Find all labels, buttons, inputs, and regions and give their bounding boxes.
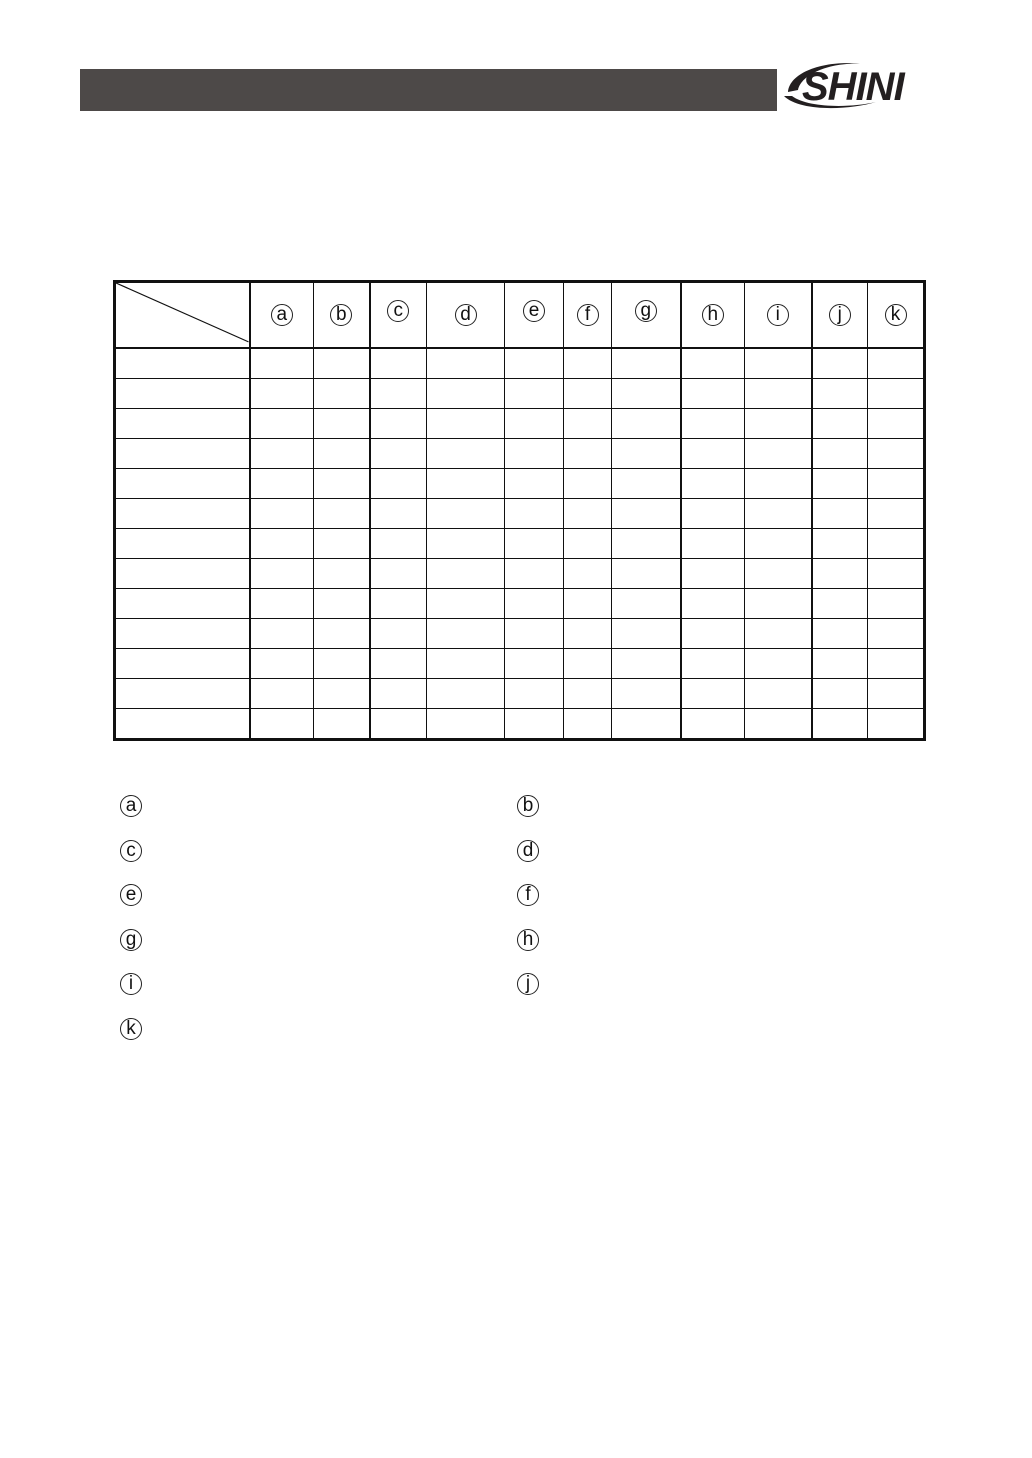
table-cell	[314, 348, 370, 379]
table-cell	[681, 709, 745, 740]
table-cell	[745, 409, 812, 439]
table-cell	[370, 439, 427, 469]
table-cell	[868, 649, 925, 679]
table-cell	[115, 499, 250, 529]
table-cell	[250, 649, 314, 679]
column-header-j	[812, 282, 868, 349]
table-row	[115, 379, 925, 409]
table-cell	[564, 589, 612, 619]
table-cell	[427, 649, 505, 679]
table-cell	[612, 348, 681, 379]
table-cell	[812, 619, 868, 649]
table-cell	[812, 649, 868, 679]
legend-item-b	[517, 795, 553, 817]
table-cell	[868, 499, 925, 529]
table-cell	[745, 439, 812, 469]
shini-logo	[780, 52, 950, 116]
table-cell	[250, 529, 314, 559]
table-cell	[427, 559, 505, 589]
column-header-f	[564, 282, 612, 349]
table-cell	[505, 529, 564, 559]
table-cell	[505, 409, 564, 439]
table-cell	[612, 469, 681, 499]
table-cell	[564, 409, 612, 439]
legend-key-k: k	[120, 1018, 142, 1040]
table-cell	[314, 679, 370, 709]
table-cell	[745, 348, 812, 379]
table-row	[115, 709, 925, 740]
table-row	[115, 499, 925, 529]
table-cell	[564, 499, 612, 529]
circled-letter-k: k	[885, 304, 907, 326]
table-cell	[612, 499, 681, 529]
table-cell	[115, 348, 250, 379]
table-cell	[868, 409, 925, 439]
column-header-a	[250, 282, 314, 349]
legend-key-e: e	[120, 884, 142, 906]
table-cell	[314, 589, 370, 619]
legend-item-f	[517, 884, 553, 906]
table-cell	[370, 619, 427, 649]
table-cell	[812, 439, 868, 469]
data-table	[113, 280, 926, 741]
table-cell	[370, 409, 427, 439]
table-cell	[250, 619, 314, 649]
table-corner-cell	[115, 282, 250, 349]
table-cell	[115, 559, 250, 589]
table-cell	[812, 709, 868, 740]
table-cell	[612, 619, 681, 649]
table-cell	[812, 589, 868, 619]
table-cell	[115, 619, 250, 649]
table-cell	[427, 348, 505, 379]
table-cell	[250, 499, 314, 529]
logo-wordmark: SHINI	[802, 65, 904, 109]
table-cell	[250, 469, 314, 499]
table-cell	[250, 589, 314, 619]
legend-item-d	[517, 840, 553, 862]
table-cell	[812, 559, 868, 589]
legend-item-e	[120, 884, 156, 906]
table-cell	[505, 589, 564, 619]
table-cell	[505, 679, 564, 709]
table-cell	[564, 439, 612, 469]
table-cell	[250, 439, 314, 469]
legend-key-f: f	[517, 884, 539, 906]
table-row	[115, 559, 925, 589]
table-cell	[681, 379, 745, 409]
legend-item-i	[120, 973, 156, 995]
table-cell	[812, 529, 868, 559]
table-cell	[681, 679, 745, 709]
circled-letter-e: e	[523, 300, 545, 322]
table-cell	[314, 649, 370, 679]
table-cell	[115, 589, 250, 619]
table-cell	[370, 499, 427, 529]
table-cell	[370, 559, 427, 589]
table-row	[115, 409, 925, 439]
table-cell	[812, 679, 868, 709]
table-cell	[505, 379, 564, 409]
table-cell	[868, 439, 925, 469]
circled-letter-a: a	[271, 304, 293, 326]
table-row	[115, 439, 925, 469]
table-cell	[745, 469, 812, 499]
table-cell	[681, 559, 745, 589]
table-cell	[370, 649, 427, 679]
table-cell	[370, 709, 427, 740]
table-cell	[505, 619, 564, 649]
table-cell	[115, 439, 250, 469]
table-cell	[745, 589, 812, 619]
legend-key-j: j	[517, 973, 539, 995]
column-header-i	[745, 282, 812, 349]
table-cell	[427, 589, 505, 619]
table-cell	[812, 469, 868, 499]
table-cell	[427, 469, 505, 499]
table-row	[115, 348, 925, 379]
table-cell	[427, 679, 505, 709]
table-cell	[505, 709, 564, 740]
table-cell	[427, 709, 505, 740]
circled-letter-j: j	[829, 304, 851, 326]
table-cell	[564, 709, 612, 740]
circled-letter-b: b	[330, 304, 352, 326]
table-cell	[612, 529, 681, 559]
table-cell	[314, 439, 370, 469]
table-cell	[115, 679, 250, 709]
circled-letter-d: d	[455, 304, 477, 326]
table-cell	[745, 529, 812, 559]
table-cell	[370, 348, 427, 379]
table-cell	[745, 499, 812, 529]
legend-key-h: h	[517, 929, 539, 951]
table-cell	[612, 709, 681, 740]
legend-item-k	[120, 1018, 156, 1040]
table-cell	[505, 469, 564, 499]
table-cell	[370, 679, 427, 709]
table-cell	[812, 499, 868, 529]
table-cell	[505, 348, 564, 379]
table-cell	[564, 379, 612, 409]
table-cell	[115, 649, 250, 679]
table-cell	[745, 379, 812, 409]
table-cell	[115, 379, 250, 409]
table-cell	[115, 529, 250, 559]
legend-item-a	[120, 795, 156, 817]
legend-key-g: g	[120, 929, 142, 951]
table-cell	[868, 679, 925, 709]
column-header-h	[681, 282, 745, 349]
table-cell	[868, 469, 925, 499]
circled-letter-i: i	[767, 304, 789, 326]
table-cell	[681, 529, 745, 559]
table-cell	[427, 379, 505, 409]
table-cell	[314, 529, 370, 559]
table-cell	[745, 559, 812, 589]
table-cell	[564, 649, 612, 679]
column-header-k	[868, 282, 925, 349]
table-cell	[250, 348, 314, 379]
table-cell	[612, 439, 681, 469]
table-row	[115, 469, 925, 499]
table-cell	[427, 619, 505, 649]
table-row	[115, 589, 925, 619]
table-cell	[564, 348, 612, 379]
table-cell	[612, 379, 681, 409]
table-cell	[868, 619, 925, 649]
legend-key-d: d	[517, 840, 539, 862]
circled-letter-c: c	[387, 300, 409, 322]
table-cell	[115, 709, 250, 740]
table-cell	[314, 709, 370, 740]
table-cell	[745, 649, 812, 679]
table-cell	[505, 499, 564, 529]
legend-item-h	[517, 929, 553, 951]
table-cell	[612, 649, 681, 679]
table-cell	[868, 379, 925, 409]
table-cell	[681, 649, 745, 679]
table-cell	[868, 529, 925, 559]
table-header-row	[115, 282, 925, 349]
table-cell	[505, 559, 564, 589]
table-cell	[612, 679, 681, 709]
table-cell	[681, 439, 745, 469]
column-header-b	[314, 282, 370, 349]
table-cell	[681, 619, 745, 649]
table-cell	[427, 529, 505, 559]
table-row	[115, 529, 925, 559]
circled-letter-g: g	[635, 300, 657, 322]
legend-key-b: b	[517, 795, 539, 817]
legend-item-c	[120, 840, 156, 862]
table-cell	[745, 679, 812, 709]
table-cell	[681, 469, 745, 499]
table-cell	[564, 559, 612, 589]
column-header-c	[370, 282, 427, 349]
table-cell	[314, 409, 370, 439]
table-cell	[812, 409, 868, 439]
table-cell	[564, 619, 612, 649]
table-cell	[612, 559, 681, 589]
table-cell	[812, 379, 868, 409]
table-cell	[427, 439, 505, 469]
table-cell	[250, 409, 314, 439]
table-cell	[314, 619, 370, 649]
table-cell	[370, 529, 427, 559]
table-cell	[868, 709, 925, 740]
table-cell	[868, 348, 925, 379]
table-cell	[612, 409, 681, 439]
table-cell	[745, 709, 812, 740]
table-cell	[427, 409, 505, 439]
circled-letter-h: h	[702, 304, 724, 326]
table-cell	[250, 679, 314, 709]
table-cell	[612, 589, 681, 619]
table-cell	[427, 499, 505, 529]
legend-item-g	[120, 929, 156, 951]
table-cell	[370, 379, 427, 409]
column-header-g	[612, 282, 681, 349]
table-cell	[370, 469, 427, 499]
header-bar	[80, 69, 777, 111]
column-header-d	[427, 282, 505, 349]
table-cell	[250, 379, 314, 409]
table-cell	[115, 409, 250, 439]
legend-item-j	[517, 973, 553, 995]
table-cell	[115, 469, 250, 499]
column-header-e	[505, 282, 564, 349]
legend-key-c: c	[120, 840, 142, 862]
table-cell	[564, 469, 612, 499]
table-cell	[370, 589, 427, 619]
table-cell	[314, 499, 370, 529]
table-cell	[314, 469, 370, 499]
table-cell	[745, 619, 812, 649]
table-cell	[812, 348, 868, 379]
table-cell	[681, 348, 745, 379]
table-cell	[505, 649, 564, 679]
table-row	[115, 649, 925, 679]
legend-key-i: i	[120, 973, 142, 995]
table-cell	[868, 589, 925, 619]
table-cell	[564, 529, 612, 559]
table-cell	[564, 679, 612, 709]
legend-key-a: a	[120, 795, 142, 817]
table-cell	[314, 379, 370, 409]
table-cell	[681, 589, 745, 619]
table-cell	[250, 559, 314, 589]
table-cell	[681, 409, 745, 439]
table-row	[115, 679, 925, 709]
table-cell	[505, 439, 564, 469]
table-cell	[681, 499, 745, 529]
table-row	[115, 619, 925, 649]
table-cell	[868, 559, 925, 589]
table-cell	[250, 709, 314, 740]
table-cell	[314, 559, 370, 589]
circled-letter-f: f	[577, 304, 599, 326]
